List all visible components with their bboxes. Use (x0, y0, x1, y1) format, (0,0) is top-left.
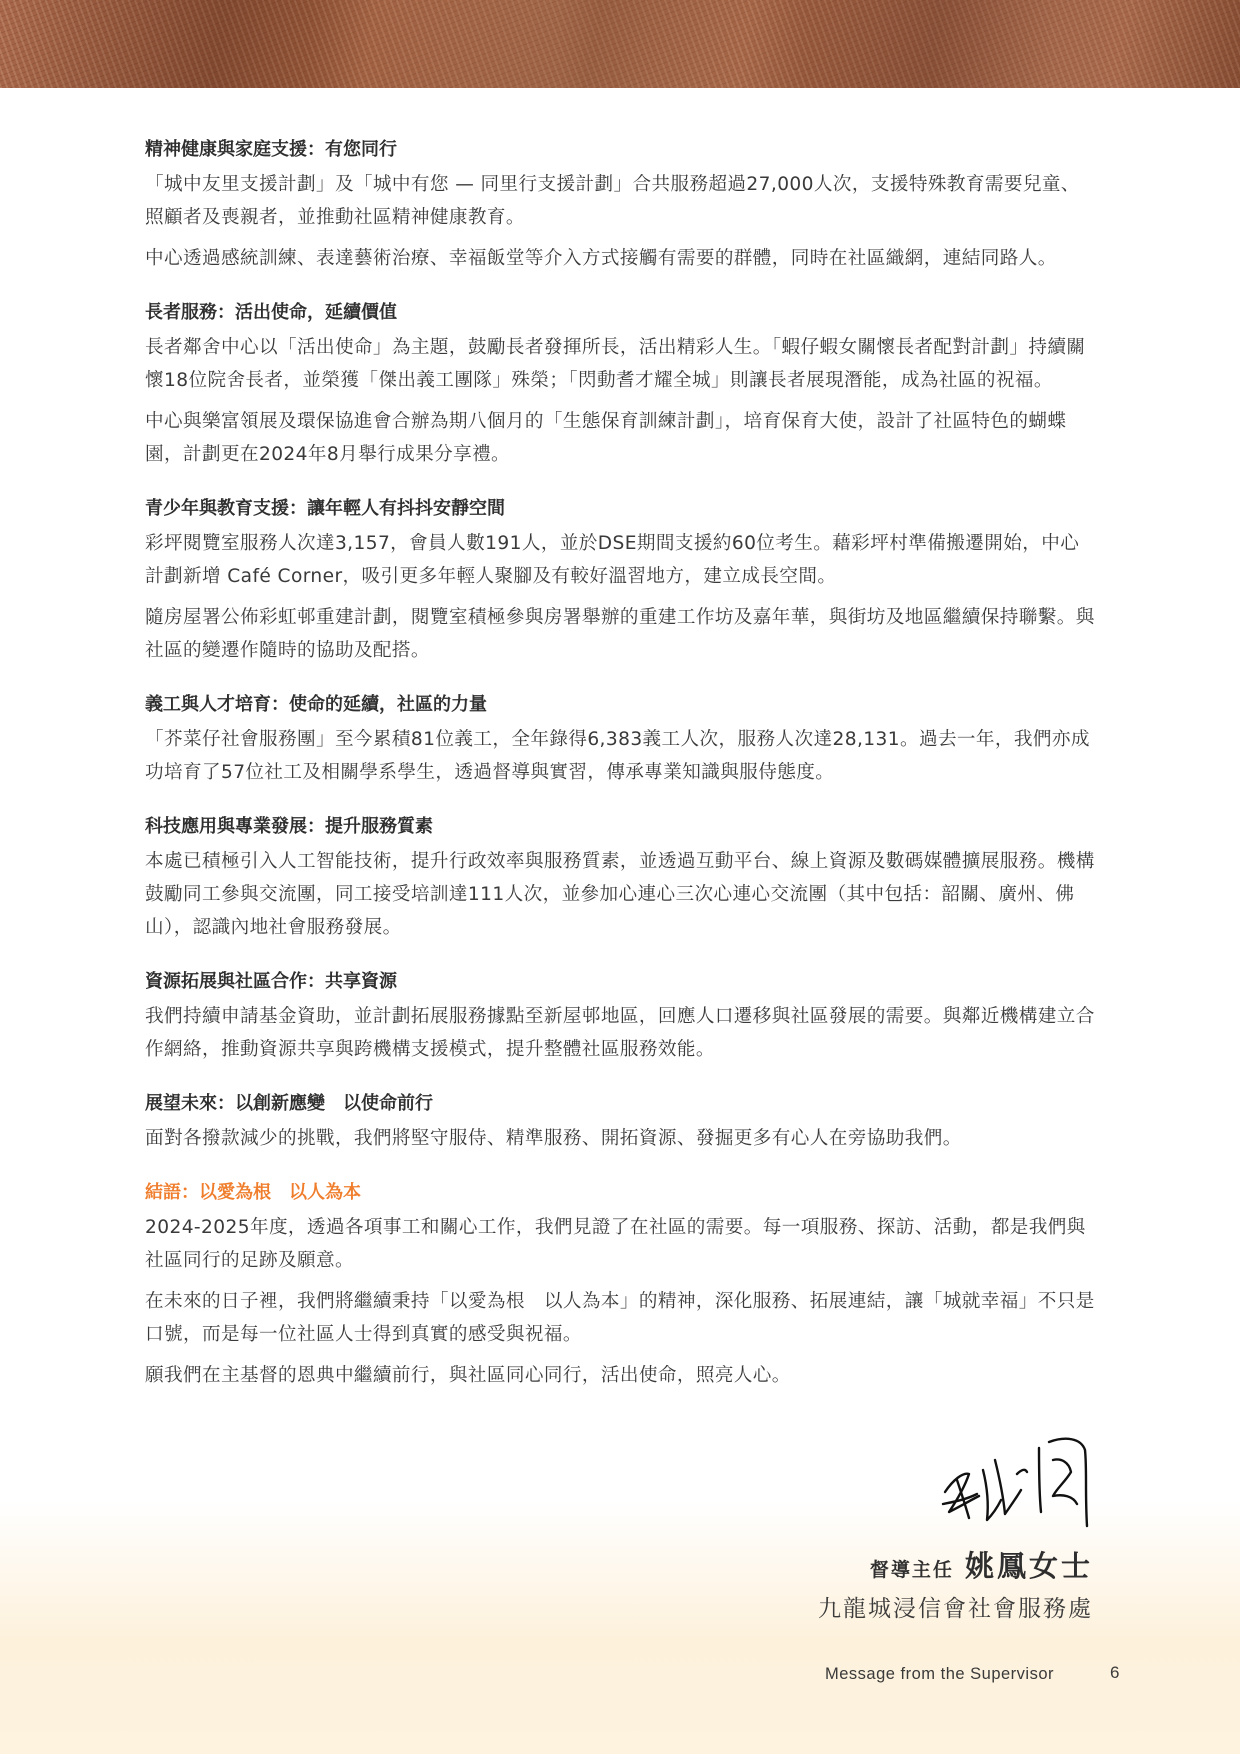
paragraph: 願我們在主基督的恩典中繼續前行，與社區同心同行，活出使命，照亮人心。 (145, 1365, 791, 1386)
section-heading: 長者服務：活出使命，延續價值 (145, 302, 397, 323)
section-resources (145, 968, 1095, 1066)
organization-name: 九龍城浸信會社會服務處 (818, 1596, 1093, 1622)
section-outlook (145, 1090, 1095, 1155)
paragraph: 中心透過感統訓練、表達藝術治療、幸福飯堂等介入方式接觸有需要的群體，同時在社區織網，連結同路人。 (145, 248, 1057, 269)
section-mental-health (145, 136, 1095, 275)
section-volunteer (145, 691, 1095, 789)
supervisor-title: 督導主任 (869, 1559, 954, 1581)
section-heading: 青少年與教育支援：讓年輕人有抖抖安靜空間 (145, 498, 505, 519)
footer-title: Message from the Supervisor (825, 1665, 1055, 1683)
paragraph: 面對各撥款減少的挑戰，我們將堅守服侍、精準服務、開拓資源、發掘更多有心人在旁協助我們。 (145, 1128, 962, 1149)
header-wood-banner (0, 0, 1240, 88)
paragraph: 長者鄰舍中心以「活出使命」為主題，鼓勵長者發揮所長，活出精彩人生。「蝦仔蝦女關懷長者配對計劃」持續關懷18位院舍長者，並榮獲「傑出義工團隊」殊榮；「閃動耆才耀全城」則讓長者展現潛能，成為社區的祝福。 (145, 337, 1086, 391)
paragraph: 隨房屋署公佈彩虹邨重建計劃，閱覽室積極參與房署舉辦的重建工作坊及嘉年華，與街坊及地區繼續保持聯繫。與社區的變遷作隨時的協助及配搭。 (145, 607, 1095, 661)
handwritten-signature (935, 1430, 1095, 1540)
paragraph: 在未來的日子裡，我們將繼續秉持「以愛為根 以人為本」的精神，深化服務、拓展連結，讓「城就幸福」不只是口號，而是每一位社區人士得到真實的感受與祝福。 (145, 1291, 1095, 1345)
supervisor-name: 姚鳳女士 (964, 1549, 1093, 1583)
section-heading: 展望未來：以創新應變 以使命前行 (145, 1093, 433, 1114)
section-technology (145, 813, 1095, 944)
paragraph: 「城中友里支援計劃」及「城中有您 — 同里行支援計劃」合共服務超過27,000人次，支援特殊教育需要兒童、照顧者及喪親者，並推動社區精神健康教育。 (145, 174, 1080, 228)
section-youth (145, 495, 1095, 667)
paragraph: 中心與樂富領展及環保協進會合辦為期八個月的「生態保育訓練計劃」，培育保育大使，設計了社區特色的蝴蝶園，計劃更在2024年8月舉行成果分享禮。 (145, 411, 1067, 465)
page-number: 6 (1110, 1663, 1120, 1682)
paragraph: 「芥菜仔社會服務團」至今累積81位義工，全年錄得6,383義工人次，服務人次達28,131。過去一年，我們亦成功培育了57位社工及相關學系學生，透過督導與實習，傳承專業知識與服侍態度。 (145, 729, 1090, 783)
paragraph: 我們持續申請基金資助，並計劃拓展服務據點至新屋邨地區，回應人口遷移與社區發展的需要。與鄰近機構建立合作網絡，推動資源共享與跨機構支援模式，提升整體社區服務效能。 (145, 1006, 1095, 1060)
supervisor-line (870, 1544, 1093, 1585)
section-heading: 資源拓展與社區合作：共享資源 (145, 971, 397, 992)
conclusion-heading: 結語：以愛為根 以人為本 (145, 1182, 361, 1203)
section-heading: 科技應用與專業發展：提升服務質素 (145, 816, 433, 837)
paragraph: 本處已積極引入人工智能技術，提升行政效率與服務質素，並透過互動平台、線上資源及數碼媒體擴展服務。機構鼓勵同工參與交流團，同工接受培訓達111人次，並參加心連心三次心連心交流團（其中包括：韶關、廣州、佛山），認識內地社會服務發展。 (145, 851, 1095, 938)
section-conclusion (145, 1179, 1095, 1392)
paragraph: 2024-2025年度，透過各項事工和關心工作，我們見證了在社區的需要。每一項服務、探訪、活動，都是我們與社區同行的足跡及願意。 (145, 1217, 1086, 1271)
main-content (145, 136, 1095, 1416)
section-elderly (145, 299, 1095, 471)
paragraph: 彩坪閱覽室服務人次達3,157，會員人數191人，並於DSE期間支援約60位考生。藉彩坪村準備搬遷開始，中心計劃新增 Café Corner，吸引更多年輕人聚腳及有較好溫習地方，建立成長空間。 (145, 533, 1080, 587)
section-heading: 精神健康與家庭支援：有您同行 (145, 139, 397, 160)
section-heading: 義工與人才培育：使命的延續，社區的力量 (145, 694, 487, 715)
